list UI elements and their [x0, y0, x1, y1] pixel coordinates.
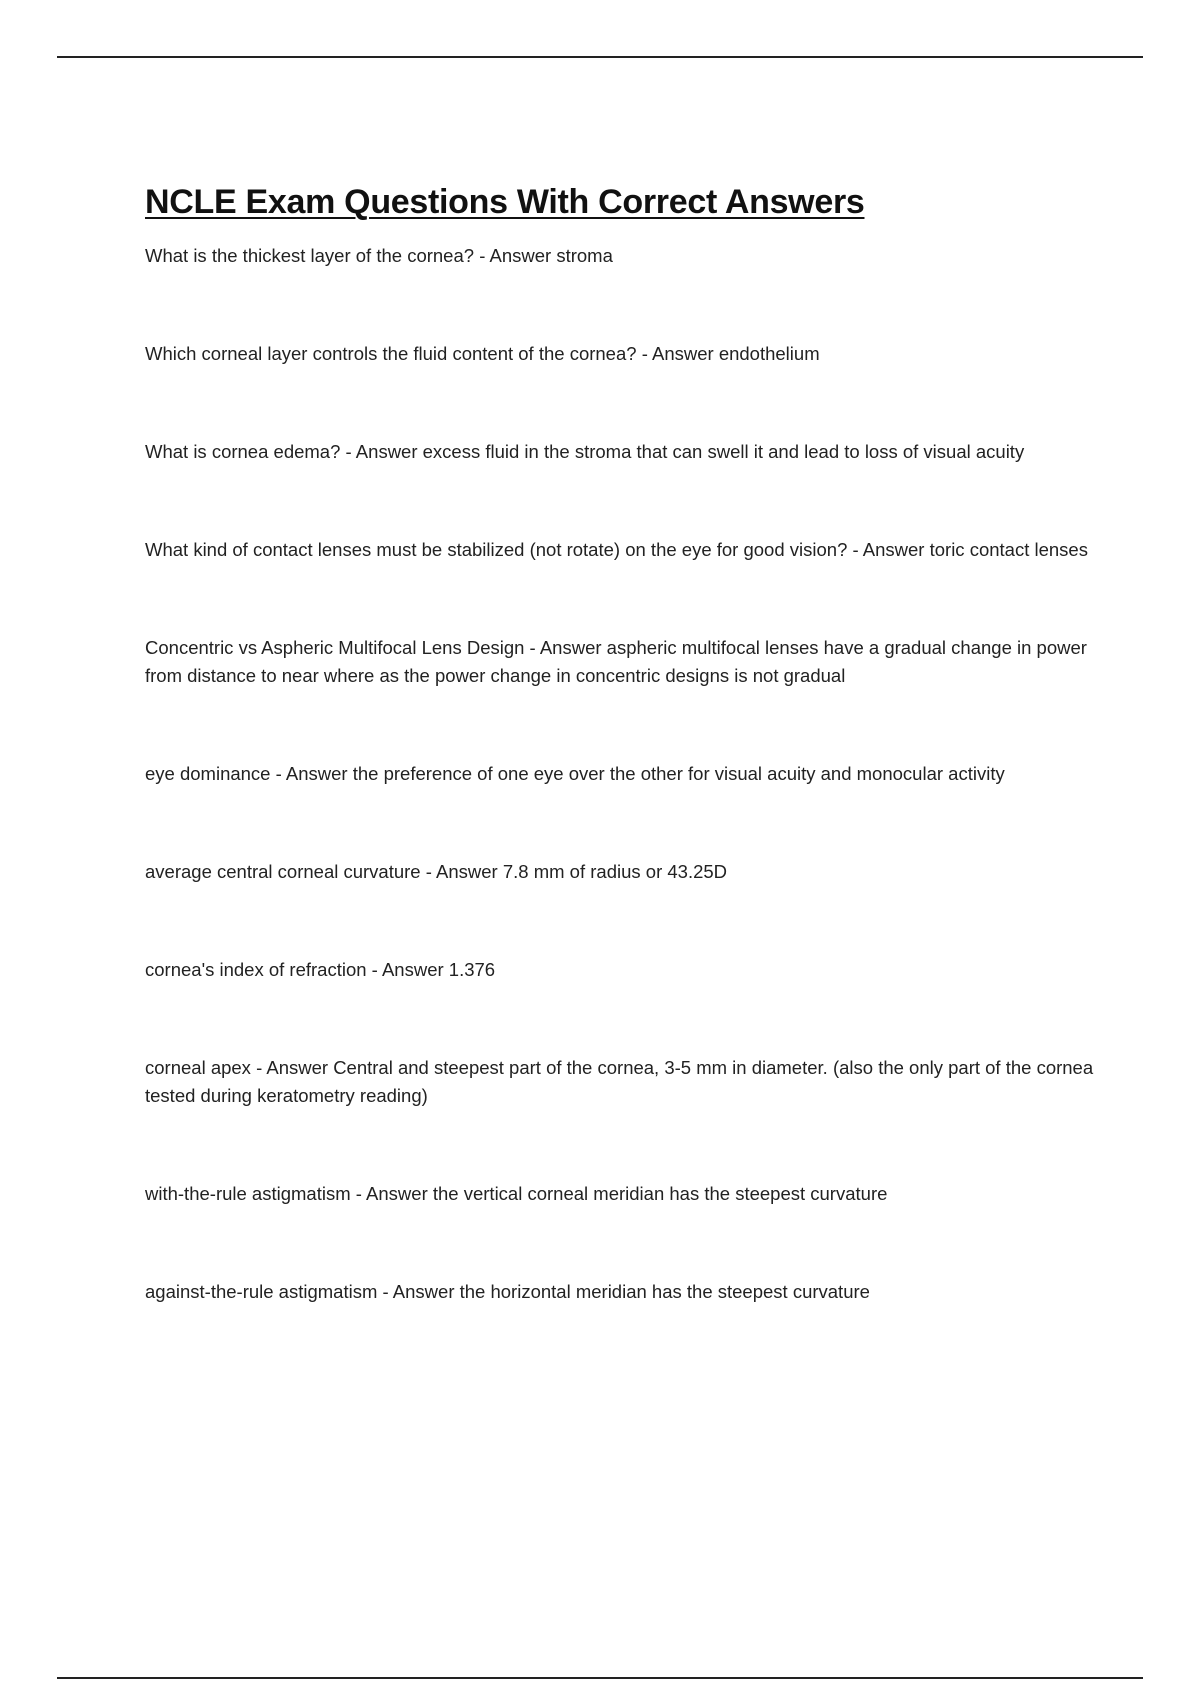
qa-term: against-the-rule astigmatism [145, 1281, 378, 1302]
qa-separator: - Answer [377, 1281, 460, 1302]
qa-term: What kind of contact lenses must be stabilized (not rotate) on the eye for good vision? [145, 539, 848, 560]
qa-answer: aspheric multifocal lenses have a gradual change in power from distance to near where as the power change in concentric designs is not gradual [145, 637, 1087, 686]
qa-item [145, 634, 1095, 690]
qa-answer: the vertical corneal meridian has the steepest curvature [432, 1183, 888, 1204]
qa-term: with-the-rule astigmatism [145, 1183, 351, 1204]
top-divider [57, 56, 1143, 58]
qa-answer: excess fluid in the stroma that can swell it and lead to loss of visual acuity [422, 441, 1025, 462]
qa-item [145, 760, 1095, 788]
qa-separator: - Answer [270, 763, 353, 784]
page-title: NCLE Exam Questions With Correct Answers [145, 183, 865, 221]
qa-term: average central corneal curvature [145, 861, 421, 882]
qa-item [145, 242, 1095, 270]
qa-item [145, 1278, 1095, 1306]
qa-separator: - Answer [636, 343, 719, 364]
qa-item [145, 956, 1095, 984]
qa-answer: the horizontal meridian has the steepest curvature [459, 1281, 870, 1302]
qa-separator: - Answer [847, 539, 930, 560]
qa-term: eye dominance [145, 763, 271, 784]
qa-separator: - Answer [250, 1057, 334, 1078]
qa-term: Concentric vs Aspheric Multifocal Lens Design [145, 637, 525, 658]
qa-answer: stroma [556, 245, 613, 266]
bottom-divider [57, 1677, 1143, 1679]
qa-item [145, 536, 1095, 564]
qa-separator: - Answer [366, 959, 449, 980]
qa-answer: 1.376 [448, 959, 496, 980]
qa-answer: the preference of one eye over the other for visual acuity and monocular activity [352, 763, 1005, 784]
qa-separator: - Answer [340, 441, 423, 462]
qa-separator: - Answer [420, 861, 503, 882]
qa-term: corneal apex [145, 1057, 251, 1078]
qa-term: cornea's index of refraction [145, 959, 367, 980]
qa-answer: 7.8 mm of radius or 43.25D [502, 861, 728, 882]
qa-item [145, 438, 1095, 466]
qa-term: What is the thickest layer of the cornea? [145, 245, 475, 266]
qa-term: What is cornea edema? [145, 441, 341, 462]
qa-separator: - Answer [350, 1183, 433, 1204]
document-body [145, 178, 1095, 1306]
qa-separator: - Answer [524, 637, 607, 658]
qa-answer: Central and steepest part of the cornea, 3-5 mm in diameter. (also the only part of the cornea tested during keratometry reading) [145, 1057, 1094, 1106]
qa-answer: toric contact lenses [929, 539, 1088, 560]
qa-separator: - Answer [474, 245, 557, 266]
qa-term: Which corneal layer controls the fluid content of the cornea? [145, 343, 637, 364]
qa-list [145, 242, 1095, 1306]
qa-item [145, 1180, 1095, 1208]
qa-item [145, 340, 1095, 368]
qa-item [145, 1054, 1095, 1110]
qa-item [145, 858, 1095, 886]
qa-answer: endothelium [718, 343, 820, 364]
